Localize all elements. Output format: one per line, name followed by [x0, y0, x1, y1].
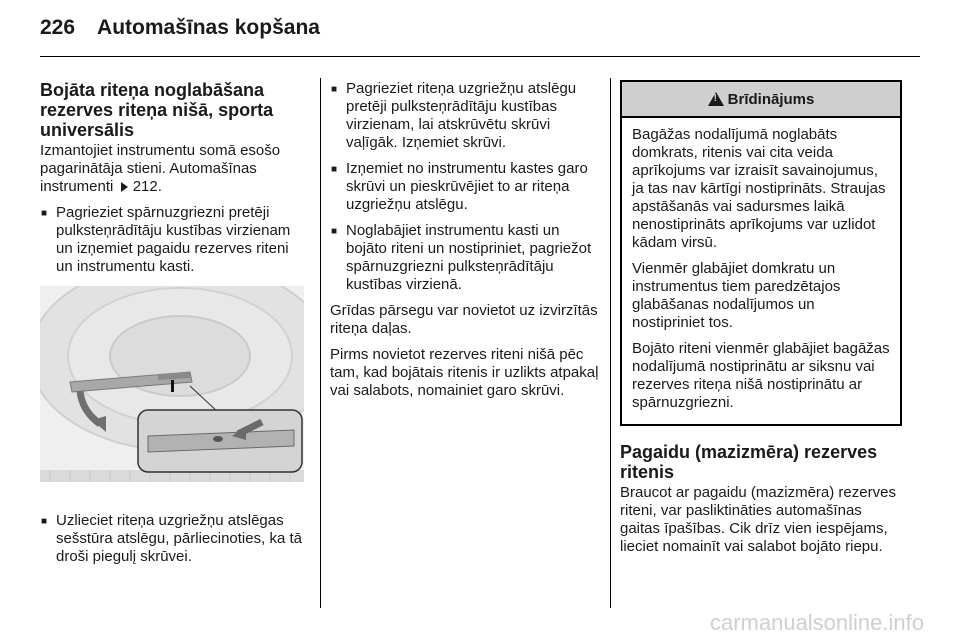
watermark: carmanualsonline.info	[709, 610, 924, 635]
warning-paragraph: Bojāto riteni vienmēr glabājiet bagāžas nodalījumā nostiprinātu ar siksnu vai rezerves riteņa nišā nostiprinātu ar spārnuzgriezni.	[632, 340, 890, 411]
bullet-list-2	[40, 512, 304, 566]
section-title-temporary-spare: Pagaidu (mazizmēra) rezerves ritenis	[620, 442, 878, 482]
temporary-spare-paragraph: Braucot ar pagaidu (mazizmēra) rezerves riteni, var pasliktināties automašīnas gaitas īpašības. Cik drīz vien iespējams, lieciet nomainīt vai salabot bojāto riepu.	[620, 484, 896, 555]
column-divider-left	[320, 78, 321, 608]
chapter-title: Automašīnas kopšana	[97, 16, 320, 39]
bullet-list-1	[40, 204, 304, 276]
intro-paragraph	[40, 142, 304, 196]
column-right	[620, 80, 902, 564]
list-item: ■ Izņemiet no instrumentu kastes garo skrūvi un pieskrūvējiet to ar riteņa uzgriežņu atslēgu.	[330, 160, 602, 214]
illustration-svg	[40, 286, 304, 482]
warning-paragraph: Vienmēr glabājiet domkratu un instrumentus tiem paredzētajos glabāšanas nodalījumos un nostipriniet tos.	[632, 260, 841, 331]
header-rule	[40, 56, 920, 57]
warning-box	[620, 80, 902, 426]
list-item: ■ Uzlieciet riteņa uzgriežņu atslēgas sešstūra atslēgu, pārliecinoties, ka tā droši piegulį skrūvei.	[40, 512, 304, 566]
column-left	[40, 80, 304, 574]
list-item: ■ Pagrieziet spārnuzgriezni pretēji pulksteņrādītāju kustības virzienam un izņemiet pagaidu rezerves riteni un instrumentu kasti.	[40, 204, 304, 276]
warning-header	[622, 82, 900, 118]
warning-paragraph: Bagāžas nodalījumā noglabāts domkrats, ritenis vai cita veida aprīkojums var izraisīt savainojumus, ja tas nav kārtīgi nostiprināts. Straujas apstāšanās vai sadursmes laikā nenostiprināts aprīkojums var uzlidot kādam virsū.	[632, 126, 886, 251]
warning-title: Brīdinājums	[727, 90, 815, 108]
page-number: 226	[40, 16, 76, 39]
triangle-reference-icon	[121, 182, 128, 192]
warning-triangle-icon: !	[708, 92, 724, 106]
list-item: ■ Pagrieziet riteņa uzgriežņu atslēgu pretēji pulksteņrādītāju kustības virzienam, lai atskrūvētu skrūvi vaļīgāk. Izņemiet skrūvi.	[330, 80, 602, 152]
column-middle	[330, 80, 602, 408]
list-item: ■ Noglabājiet instrumentu kasti un bojāto riteni un nostipriniet, pagriežot spārnuzgriezni pulksteņrādītāju kustības virzienā.	[330, 222, 602, 294]
column-divider-right	[610, 78, 611, 608]
reference-page: 212.	[132, 178, 162, 195]
section-title-spare-storage: Bojāta riteņa noglabāšana rezerves riteņa nišā, sporta universālis	[40, 80, 274, 140]
long-bolt-paragraph: Pirms novietot rezerves riteni nišā pēc tam, kad bojātais ritenis ir uzlikts atpakaļ vai salabots, nomainiet garo skrūvi.	[330, 346, 599, 399]
page-header	[40, 16, 320, 40]
floor-cover-paragraph: Grīdas pārsegu var novietot uz izvirzītās riteņa daļas.	[330, 302, 598, 337]
warning-body	[622, 118, 900, 424]
bullet-list-3	[330, 80, 602, 294]
intro-text: Izmantojiet instrumentu somā esošo pagarinātāja stieni. Automašīnas instrumenti	[40, 142, 281, 195]
spare-wheel-illustration	[40, 286, 304, 482]
